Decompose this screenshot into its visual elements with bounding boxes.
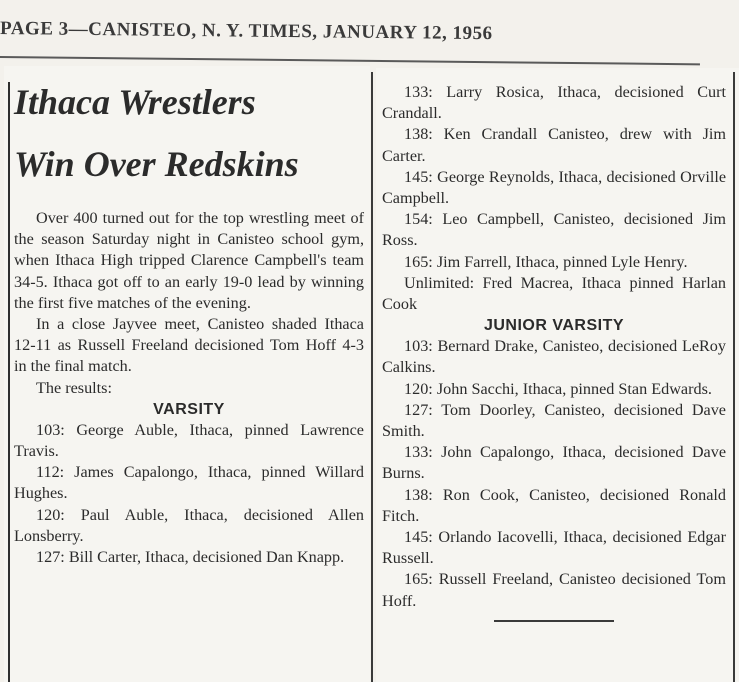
result-entry: 145: George Reynolds, Ithaca, decisioned Orville Campbell. [382, 167, 726, 208]
varsity-heading: VARSITY [153, 400, 225, 418]
result-entry: 120: John Sacchi, Ithaca, pinned Stan Edwards. [404, 379, 712, 398]
column-rule-left [8, 82, 10, 682]
result-entry: 120: Paul Auble, Ithaca, decisioned Allen Lonsberry. [14, 505, 364, 545]
result-entry: 138: Ken Crandall Canisteo, drew with Jim Carter. [382, 125, 726, 165]
article-left-column [14, 208, 364, 568]
headline-line-1: Ithaca Wrestlers [14, 82, 256, 122]
result-entry: 154: Leo Campbell, Canisteo, decisioned Jim Ross. [382, 210, 726, 250]
intro-paragraph: Over 400 turned out for the top wrestling meet of the season Saturday night in Canisteo school gym, when Ithaca High tripped Clarence Campbell's team 34-5. Ithaca got off to an early 19-0 lead by winning the first five matches of the evening. [14, 209, 364, 312]
result-entry: 127: Tom Doorley, Canisteo, decisioned Dave Smith. [382, 400, 726, 441]
article-right-column [382, 82, 726, 622]
result-entry: 145: Orlando Iacovelli, Ithaca, decisioned Edgar Russell. [382, 528, 726, 568]
result-entry: 112: James Capalongo, Ithaca, pinned Willard Hughes. [14, 463, 364, 503]
column-rule-right [733, 72, 735, 682]
intro-paragraph: In a close Jayvee meet, Canisteo shaded Ithaca 12-11 as Russell Freeland decisioned Tom Hoff 4-3 in the final match. [14, 315, 364, 376]
junior-varsity-heading: JUNIOR VARSITY [483, 317, 625, 335]
result-entry: 133: Larry Rosica, Ithaca, decisioned Curt Crandall. [382, 83, 726, 123]
result-entry: Unlimited: Fred Macrea, Ithaca pinned Harlan Cook [382, 273, 726, 314]
result-entry: 103: Bernard Drake, Canisteo, decisioned LeRoy Calkins. [382, 337, 726, 377]
result-entry: 127: Bill Carter, Ithaca, decisioned Dan Knapp. [36, 548, 345, 567]
result-entry: 138: Ron Cook, Canisteo, decisioned Ronald Fitch. [382, 485, 726, 525]
headline-line-2: Win Over Redskins [14, 144, 299, 184]
article-end-rule [494, 620, 614, 622]
result-entry: 165: Russell Freeland, Canisteo decisioned Tom Hoff. [382, 570, 726, 610]
column-rule-middle [371, 72, 373, 682]
result-entry: 103: George Auble, Ithaca, pinned Lawrence Travis. [14, 420, 364, 461]
result-entry: 133: John Capalongo, Ithaca, decisioned Dave Burns. [382, 443, 726, 483]
page-header: PAGE 3—CANISTEO, N. Y. TIMES, JANUARY 12, 1956 [0, 18, 493, 45]
result-entry: 165: Jim Farrell, Ithaca, pinned Lyle Henry. [404, 252, 688, 271]
intro-paragraph: The results: [36, 378, 112, 397]
